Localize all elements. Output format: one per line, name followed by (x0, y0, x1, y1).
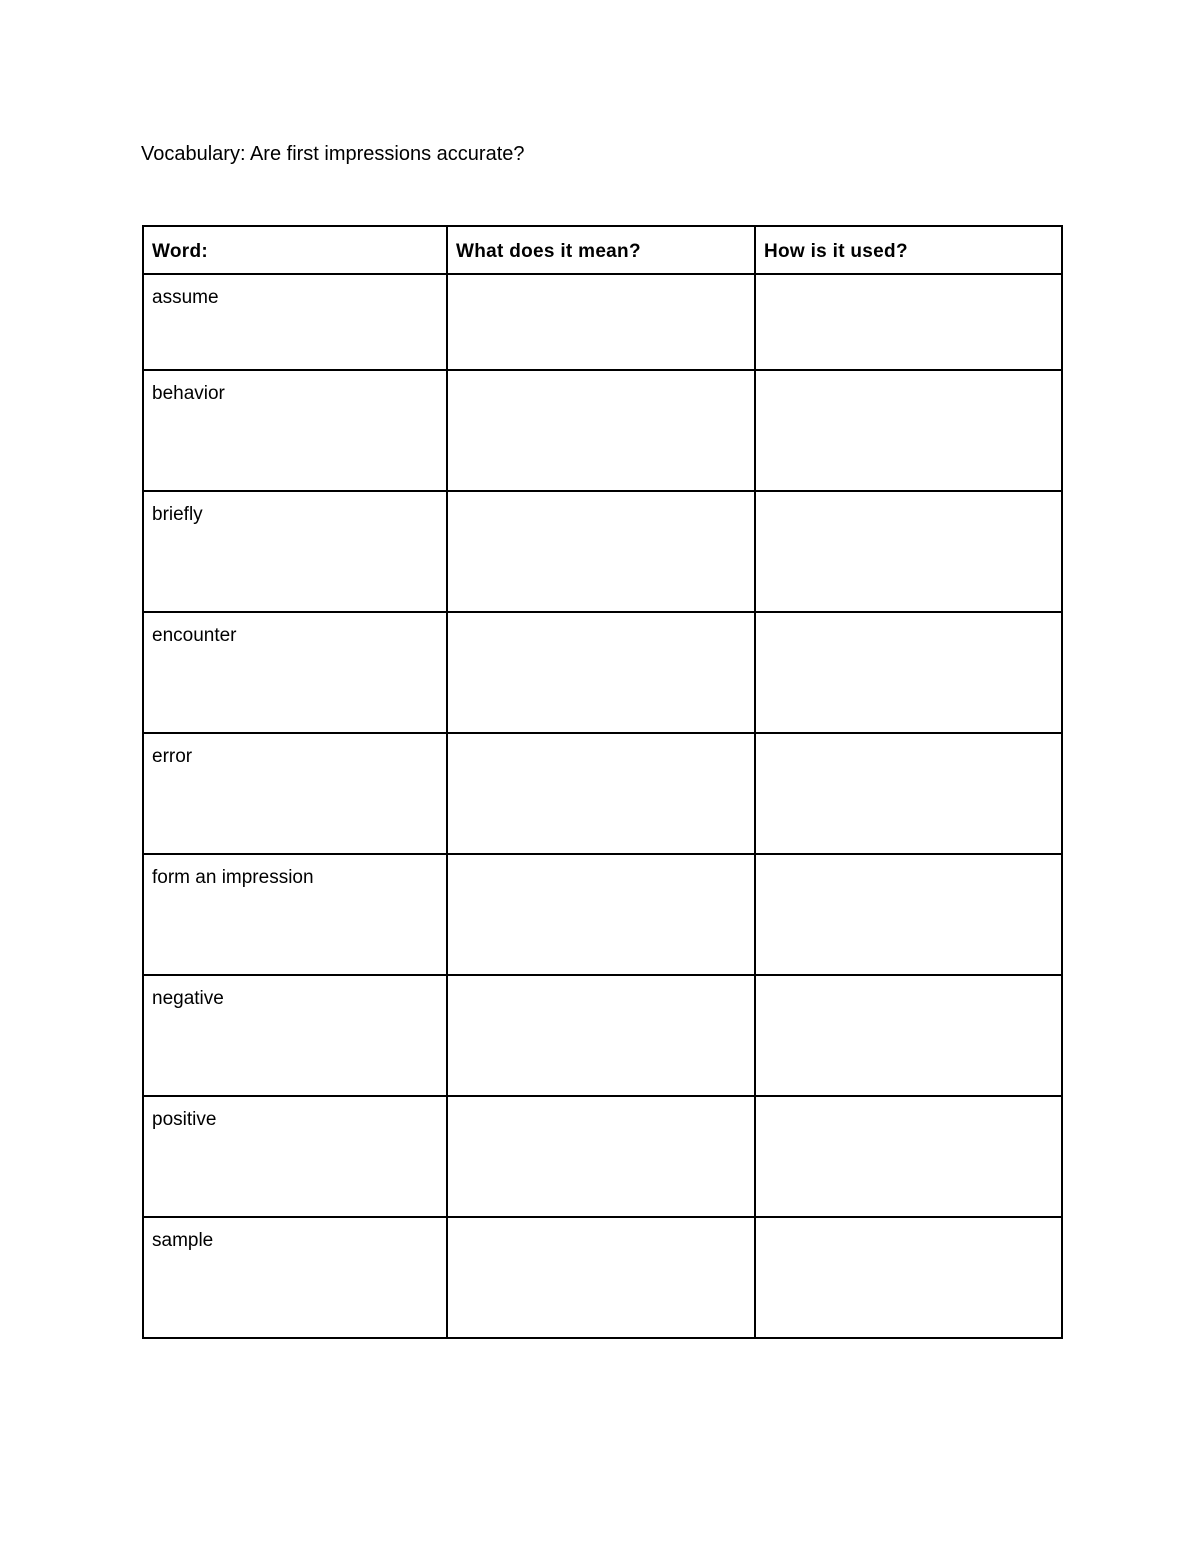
usage-cell[interactable] (755, 1217, 1062, 1338)
usage-cell[interactable] (755, 612, 1062, 733)
usage-cell[interactable] (755, 854, 1062, 975)
usage-cell[interactable] (755, 733, 1062, 854)
meaning-cell[interactable] (447, 491, 755, 612)
table-row (143, 854, 1062, 975)
word-cell: positive (143, 1096, 447, 1217)
meaning-cell[interactable] (447, 854, 755, 975)
table-row (143, 370, 1062, 491)
table-header-row (143, 226, 1062, 274)
usage-cell[interactable] (755, 491, 1062, 612)
usage-cell[interactable] (755, 370, 1062, 491)
meaning-cell[interactable] (447, 733, 755, 854)
meaning-cell[interactable] (447, 274, 755, 370)
table-row (143, 612, 1062, 733)
word-cell: briefly (143, 491, 447, 612)
word-cell: encounter (143, 612, 447, 733)
table-row (143, 975, 1062, 1096)
table-row (143, 491, 1062, 612)
header-usage: How is it used? (755, 226, 1062, 274)
header-word: Word: (143, 226, 447, 274)
usage-cell[interactable] (755, 1096, 1062, 1217)
usage-cell[interactable] (755, 975, 1062, 1096)
table-row (143, 1096, 1062, 1217)
word-cell: assume (143, 274, 447, 370)
vocabulary-table (142, 225, 1063, 1339)
word-cell: negative (143, 975, 447, 1096)
table-row (143, 274, 1062, 370)
word-cell: behavior (143, 370, 447, 491)
word-cell: form an impression (143, 854, 447, 975)
meaning-cell[interactable] (447, 1096, 755, 1217)
meaning-cell[interactable] (447, 975, 755, 1096)
table-row (143, 1217, 1062, 1338)
meaning-cell[interactable] (447, 370, 755, 491)
word-cell: sample (143, 1217, 447, 1338)
usage-cell[interactable] (755, 274, 1062, 370)
header-meaning: What does it mean? (447, 226, 755, 274)
page-title: Vocabulary: Are first impressions accurate? (141, 143, 525, 165)
word-cell: error (143, 733, 447, 854)
meaning-cell[interactable] (447, 612, 755, 733)
table-row (143, 733, 1062, 854)
meaning-cell[interactable] (447, 1217, 755, 1338)
